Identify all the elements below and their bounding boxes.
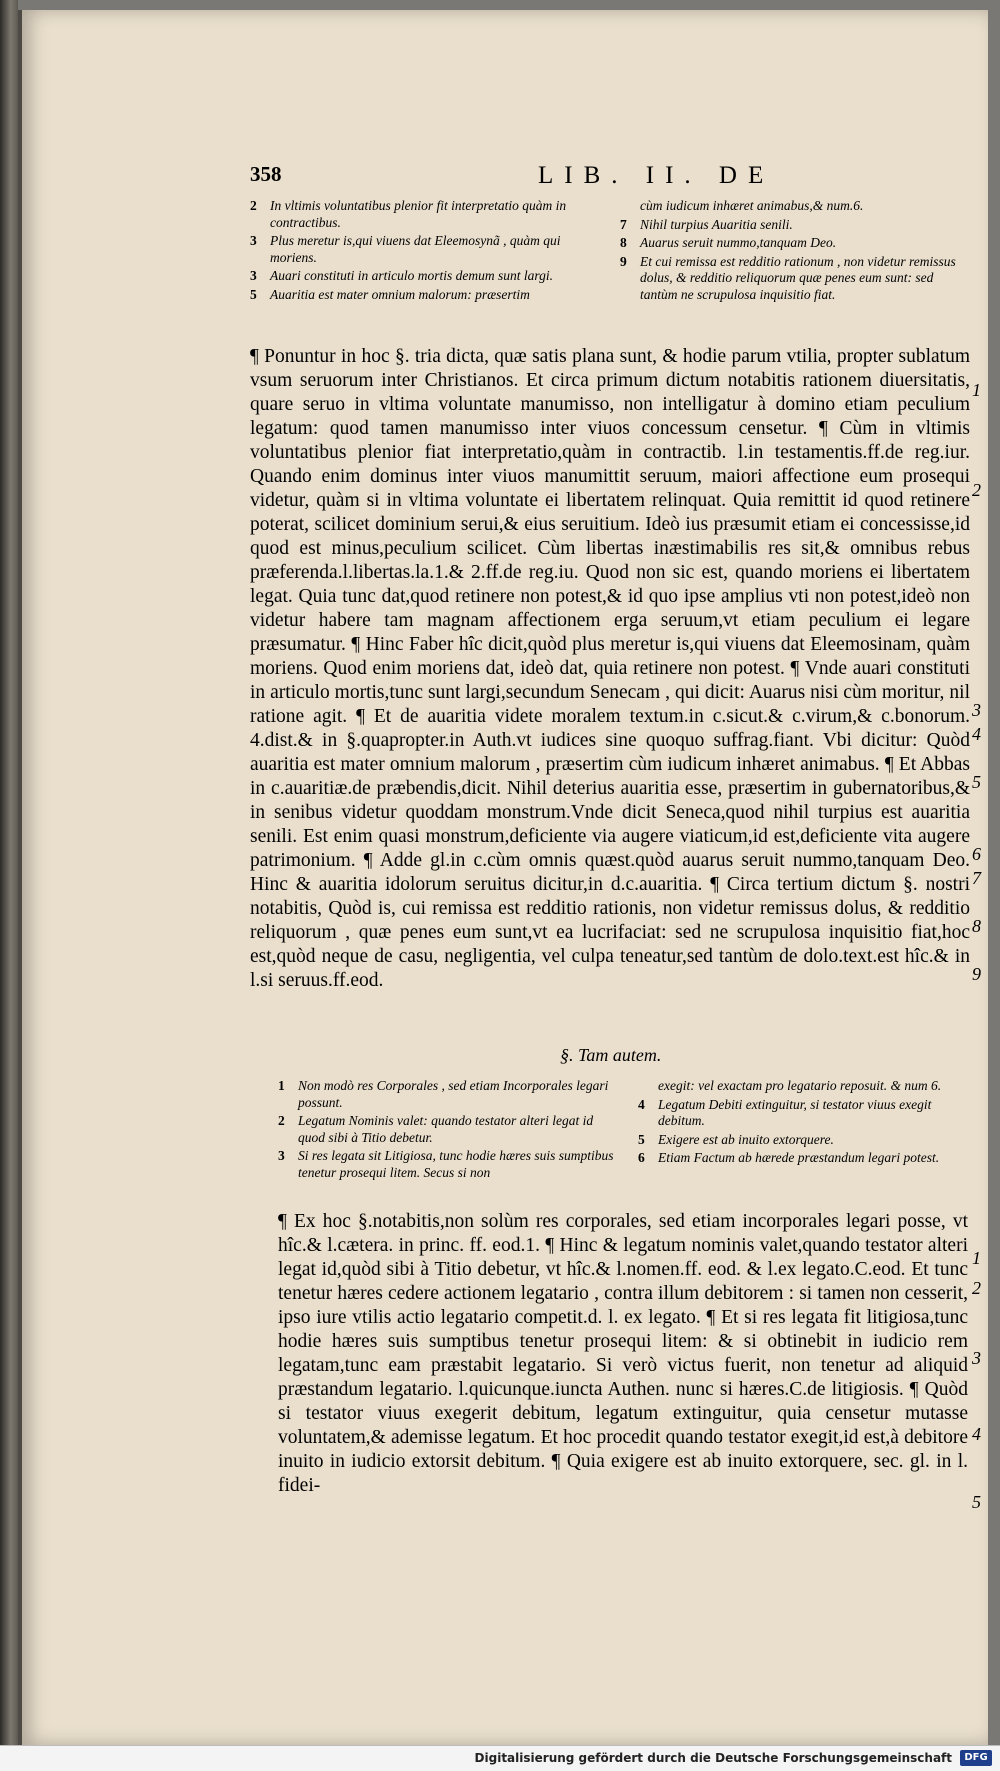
digitization-footer xyxy=(0,1745,1000,1771)
summary-block-2 xyxy=(278,1078,968,1198)
book-spine xyxy=(0,0,18,1770)
summary-block-1 xyxy=(250,198,960,338)
margin-number: 5 xyxy=(972,1492,981,1512)
paragraph: ¶ Ponuntur in hoc §. tria dicta, quæ satis plana sunt, & hodie parum vtilia, propter sublatum vsum seruorum inter Christianos. Et circa primum dictum notabitis rationem diuersitatis, quare seruo in vltima voluntate manumisso, non intelligatur à domino etiam peculium legatum: quod tamen manumisso inter viuos concessum censetur. ¶ Cùm in vltimis voluntatibus plenior fiat interpretatio,quàm in contractib. l.in testamentis.ff.de reg.iur. Quando enim dominus inter viuos manumittit seruum, maiori affectione eum prosequi videtur, quàm si in vltima voluntate ei libertatem relinquat. Quia remittit id quod retinere poterat, scilicet dominium serui,& eius seruitium. Ideò ius præsumit etiam ei concessisse,id quod est minus,peculium scilicet. Cùm libertas inæstimabilis res sit,& omnibus rebus præferenda.l.libertas.la.1.& 2.ff.de reg.iu. Quod non sic est, quando moriens ei libertatem legat. Quia tunc dat,quod retinere non potest,& id quo ipse amplius vti non potest,ideò non videtur habere tam magnam affectionem erga seruum,vt etiam peculium ei legare præsumatur. ¶ Hinc Faber hîc dicit,quòd plus meretur is,qui viuens dat Eleemosinam, quàm moriens. Quod enim moriens dat, ideò dat, quia retinere non potest. ¶ Vnde auari constituti in articulo mortis,tunc sunt largi,secundum Senecam , qui dicit: Auarus nisi cùm moritur, nil ratione agit. ¶ Et de auaritia videte moralem textum.in c.sicut.& c.virum,& c.bonorum. 4.dist.& in §.quapropter.in Auth.vt iudices sine quoquo suffrag.fiant. Vbi dicitur: Quòd auaritia est mater omnium malorum , præsertim cùm iudicum inhæret animabus. ¶ Et Abbas in c.auaritiæ.de præbendis,dicit. Nihil deterius auaritia esse, præsertim in gubernatoribus,& in senibus videtur quoddam monstrum.Vnde dicit Seneca,quod nihil turpius est auaritia senili. Est enim quasi monstrum,deficiente via augere viaticum,id est,deficiente vita augere patrimonium. ¶ Adde gl.in c.cùm omnis quæst.quòd auarus seruit nummo,tanquam Deo. Hinc & auaritia idolorum seruitus dicitur,in d.c.auaritia. ¶ Circa tertium dictum §. nostri notabitis, Quòd is, cui remissa est redditio rationis, non videtur remissus dolus, & redditio reliquorum , quæ penes eum sunt,vt ea lucrifaciat: sed ne scrupulosa inquisitio fiat,hoc est,quòd neque de casu, negligentia, vel culpa teneatur,sed tantùm de dolo.text.est hîc.& in l.si seruus.ff.eod. xyxy=(250,346,970,991)
margin-number: 2 xyxy=(972,1278,981,1298)
dfg-logo: DFG xyxy=(960,1750,992,1766)
summary-item: 6 Etiam Factum ab hærede præstandum legari potest. xyxy=(638,1150,940,1165)
summary-left-column xyxy=(250,198,600,305)
margin-number: 4 xyxy=(972,724,981,744)
summary-right-column xyxy=(638,1078,968,1169)
summary-item: 3 Si res legata sit Litigiosa, tunc hodie hæres suis sumptibus tenetur prosequi litem. Secus si non xyxy=(278,1148,614,1180)
margin-number: 2 xyxy=(972,480,981,500)
margin-number: 4 xyxy=(972,1424,981,1444)
summary-right-column xyxy=(620,198,970,305)
summary-item: 9 Et cui remissa est redditio rationum , non videtur remissus dolus, & redditio reliquorum quæ penes eum sunt: sed tantùm ne scrupulosa inquisitio fiat. xyxy=(620,253,956,302)
commentary-text-2 xyxy=(278,1210,968,1498)
margin-number: 9 xyxy=(972,964,981,984)
commentary-text-1 xyxy=(250,345,970,993)
summary-item: 5 Auaritia est mater omnium malorum: præsertim xyxy=(250,286,530,302)
margin-number: 6 xyxy=(972,844,981,864)
margin-number: 3 xyxy=(972,700,981,720)
summary-item: 2 Legatum Nominis valet: quando testator alteri legat id quod sibi à Titio debetur. xyxy=(278,1113,594,1145)
summary-item: 7 Nihil turpius Auaritia senili. xyxy=(620,216,793,232)
paragraph: ¶ Ex hoc §.notabitis,non solùm res corporales, sed etiam incorporales legari posse, vt hîc.& l.cætera. in princ. ff. eod.1. ¶ Hinc & legatum nominis valet,quando testator alteri legat id,quòd sibi à Titio debetur, vt hîc.& l.nomen.ff. eod. & l.ex legato.C.eod. Et tunc tenetur hæres cedere actionem legatario , contra illum debitorem : si tamen non cesserit, ipso iure vtilis actio legatario competit.d. l. ex legato. ¶ Et si res legata fit litigiosa,tunc hodie hæres suis sumptibus tenetur prosequi litem: & si obtinebit in iudicio rem legatam,tunc eam præstabit legatario. Si verò victus fuerit, non tenetur ad aliquid præstandum legatario. l.quicunque.iuncta Authen. nunc si hæres.C.de litigiosis. ¶ Quòd si testator viuus exegerit debitum, legatum extinguitur, quia censetur mutasse voluntatem,& ademisse legatum. Et hoc procedit quando testator exegit,id est,à debitore inuito in iudicio extorsit debitum. ¶ Quia exigere est ab inuito extorquere, sec. gl. in l. fidei- xyxy=(278,1211,968,1496)
page-header xyxy=(250,162,970,192)
section-title: §. Tam autem. xyxy=(560,1045,662,1065)
summary-left-column xyxy=(278,1078,623,1183)
footer-credit: Digitalisierung gefördert durch die Deutsche Forschungsgemeinschaft xyxy=(474,1751,952,1765)
margin-number: 7 xyxy=(972,868,981,888)
summary-item: 2 In vltimis voluntatibus plenior fit interpretatio quàm in contractibus. xyxy=(250,198,567,230)
summary-item: exegit: vel exactam pro legatario reposuit. & num 6. xyxy=(658,1078,942,1093)
margin-number: 1 xyxy=(972,1248,981,1268)
margin-number: 8 xyxy=(972,916,981,936)
summary-item: 8 Auarus seruit nummo,tanquam Deo. xyxy=(620,235,837,250)
margin-number: 3 xyxy=(972,1348,981,1368)
running-title: LIB. II. DE xyxy=(538,162,775,189)
page-number: 358 xyxy=(250,162,282,186)
summary-item: 1 Non modò res Corporales , sed etiam Incorporales legari possunt. xyxy=(278,1078,609,1110)
summary-item: 4 Legatum Debiti extinguitur, si testator viuus exegit debitum. xyxy=(638,1096,932,1128)
summary-item: 3 Plus meretur is,qui viuens dat Eleemosynã , quàm qui moriens. xyxy=(250,233,561,265)
margin-number: 5 xyxy=(972,772,981,792)
margin-number: 1 xyxy=(972,380,981,400)
summary-item: 3 Auari constituti in articulo mortis demum sunt largi. xyxy=(250,268,554,283)
summary-item: 5 Exigere est ab inuito extorquere. xyxy=(638,1131,834,1147)
summary-item: cùm iudicum inhæret animabus,& num.6. xyxy=(640,198,864,213)
